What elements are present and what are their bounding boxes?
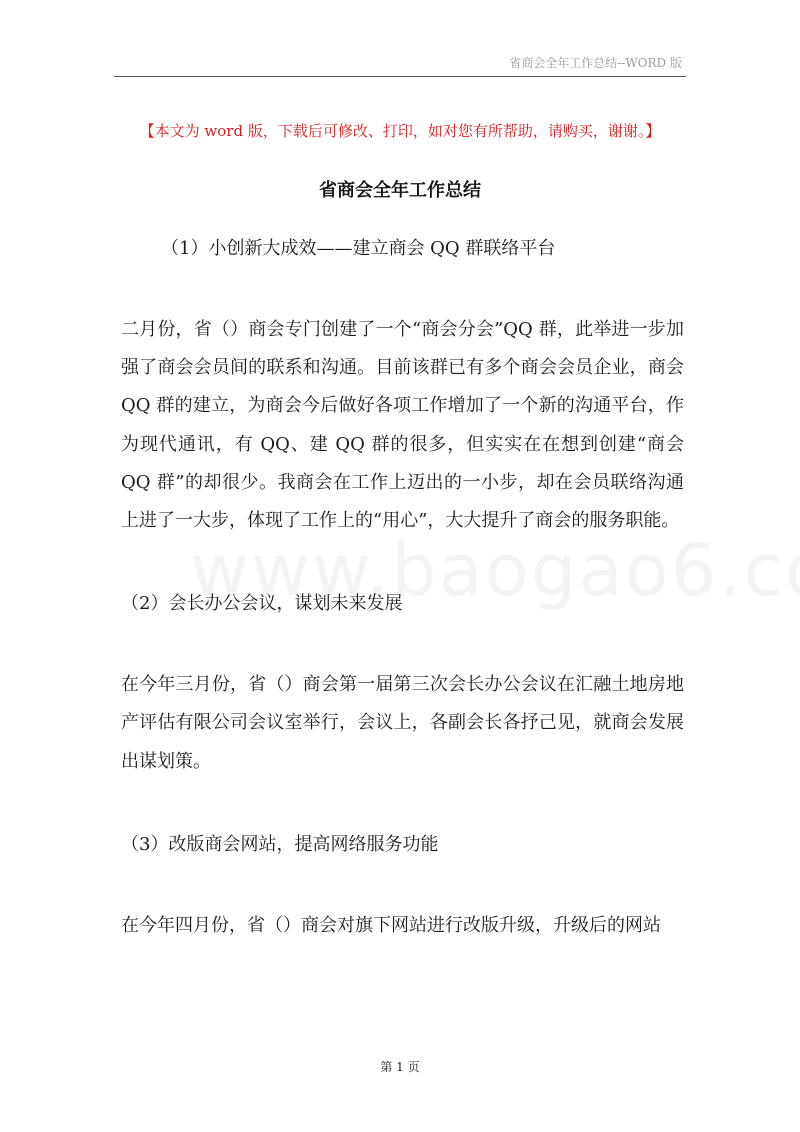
page-number: 第 1 页 xyxy=(380,1060,420,1074)
section-heading-3: （3）改版商会网站，提高网络服务功能 xyxy=(121,833,439,855)
section-paragraph-3: 在今年四月份，省（）商会对旗下网站进行改版升级，升级后的网站 xyxy=(121,914,661,936)
document-title: 省商会全年工作总结 xyxy=(319,180,481,201)
section-heading-2: （2）会长办公会议，谋划未来发展 xyxy=(121,593,403,615)
section-paragraph-2: 在今年三月份，省（）商会第一届第三次会长办公会议在汇融土地房地产评估有限公司会议室举行，会议上，各副会长各抒己见，就商会发展出谋划策。 xyxy=(121,674,684,772)
purchase-notice: 【本文为 word 版，下载后可修改、打印，如对您有所帮助，请购买，谢谢。】 xyxy=(139,122,661,140)
running-header: 省商会全年工作总结--WORD 版 xyxy=(509,56,682,70)
section-heading-1: （1）小创新大成效——建立商会 QQ 群联络平台 xyxy=(161,238,556,259)
header-divider xyxy=(114,76,686,77)
section-paragraph-1: 二月份，省（）商会专门创建了一个“商会分会”QQ 群，此举进一步加强了商会会员间的联系和沟通。目前该群已有多个商会会员企业，商会 QQ 群的建立，为商会今后做好各项工作增加了一个新的沟通平台，作为现代通讯，有 QQ、建 QQ 群的很多，但实实在在想到创建“商会 QQ 群”的却很少。我商会在工作上迈出的一小步，却在会员联络沟通上进了一大步，体现了工作上的“用心”，大大提升了商会的服务职能。 xyxy=(121,319,684,532)
document-body xyxy=(121,229,684,945)
